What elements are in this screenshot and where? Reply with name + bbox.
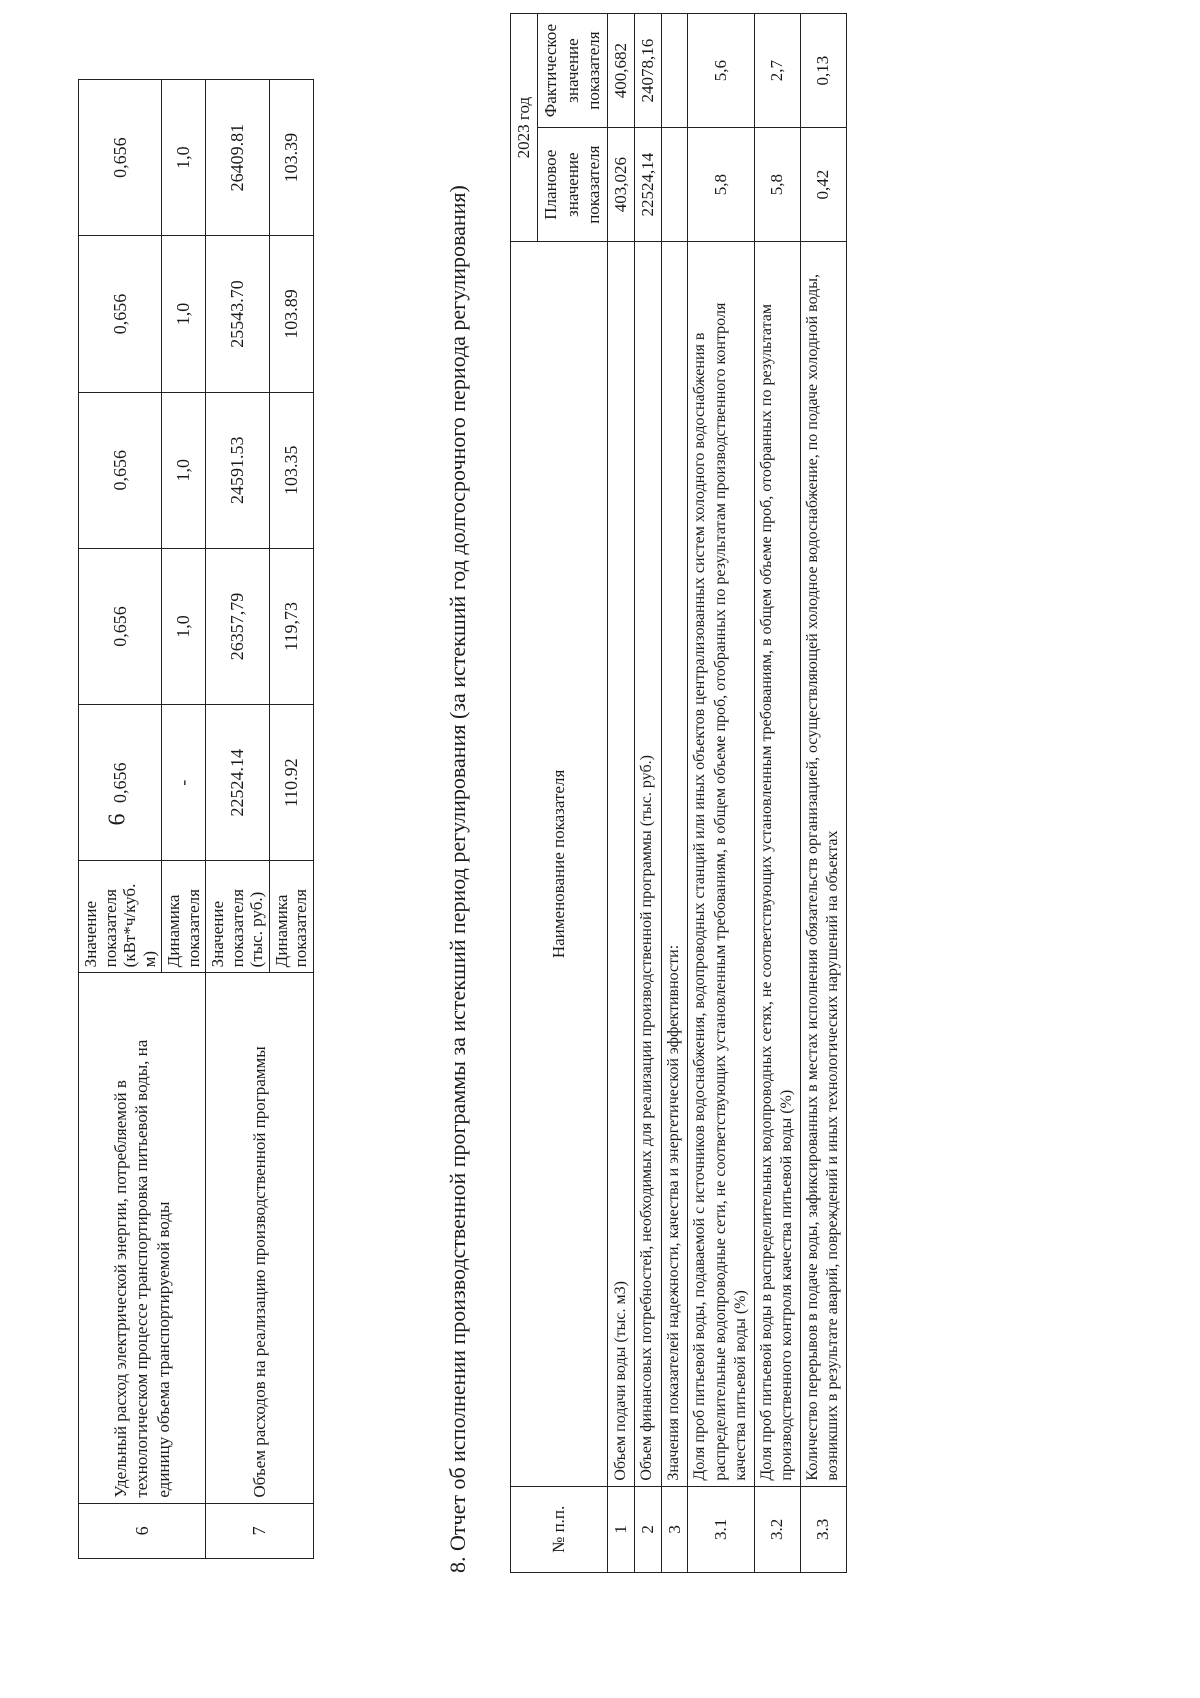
value-cell: 0,656 [79, 236, 162, 392]
indicator-name: Объем подачи воды (тыс. м3) [608, 242, 635, 1486]
fact-value: 5,6 [688, 14, 754, 128]
dynamics-cell: 103.39 [269, 80, 313, 236]
dynamics-cell: 103.35 [269, 392, 313, 548]
value-cell: 0,656 [79, 548, 162, 704]
plan-value: 5,8 [754, 128, 800, 242]
table-row [206, 80, 270, 1559]
value-cell: 0,656 [79, 392, 162, 548]
table-row [800, 14, 846, 1573]
plan-value [661, 128, 688, 242]
table-header-row [511, 14, 538, 1573]
header-name: Наименование показателя [511, 242, 608, 1486]
indicators-table [78, 79, 314, 1559]
plan-value: 5,8 [688, 128, 754, 242]
plan-value: 22524,14 [634, 128, 661, 242]
value-cell: 22524.14 [206, 705, 270, 861]
table-row [634, 14, 661, 1573]
row-number: 7 [206, 1503, 314, 1558]
row-number: 3.2 [754, 1486, 800, 1572]
dynamics-cell: 1,0 [162, 548, 206, 704]
row-number: 2 [634, 1486, 661, 1572]
table-row [79, 80, 162, 1559]
dynamics-cell: - [162, 705, 206, 861]
header-fact: Фактическое значение показателя [537, 14, 607, 128]
row-number: 6 [79, 1503, 206, 1558]
plan-value: 0,42 [800, 128, 846, 242]
dynamics-cell: 103.89 [269, 236, 313, 392]
page-number: 6 [104, 813, 131, 826]
value-cell: 26357,79 [206, 548, 270, 704]
indicator-name: Доля проб питьевой воды, подаваемой с источников водоснабжения, водопроводных станций или иных объектов централизованных систем холодного водоснабжения в распределительные водопроводные сети, не соответствующих установленным требованиям, в общем объеме проб, отобранных по результатам производственного контроля качества питьевой воды (%) [688, 242, 754, 1486]
row-number: 3.3 [800, 1486, 846, 1572]
header-year: 2023 год [511, 14, 538, 242]
indicator-name: Объем финансовых потребностей, необходимых для реализации производственной программы (тыс. руб.) [634, 242, 661, 1486]
header-plan: Плановое значение показателя [537, 128, 607, 242]
value-label: Значение показателя (кВт*ч/куб. м) [79, 861, 162, 973]
row-number: 3 [661, 1486, 688, 1572]
value-label: Значение показателя (тыс. руб.) [206, 861, 270, 973]
table-row [688, 14, 754, 1573]
value-cell: 25543.70 [206, 236, 270, 392]
indicator-name: Количество перерывов в подаче воды, зафиксированных в местах исполнения обязательств организацией, осуществляющей холодное водоснабжение, по подаче холодной воды, возникших в результате аварий, повреждений и иных технологических нарушений на объектах [800, 242, 846, 1486]
rotated-page-content [50, 23, 1150, 1649]
dynamics-cell: 119,73 [269, 548, 313, 704]
indicator-name: Удельный расход электрической энергии, потребляемой в технологическом процессе транспортировка питьевой воды, на единицу объема транспортируемой воды [79, 973, 206, 1503]
value-cell: 0,656 [79, 80, 162, 236]
value-cell: 24591.53 [206, 392, 270, 548]
value-cell: 26409.81 [206, 80, 270, 236]
row-number: 3.1 [688, 1486, 754, 1572]
row-number: 1 [608, 1486, 635, 1572]
dynamics-label: Динамика показателя [269, 861, 313, 973]
dynamics-cell: 110.92 [269, 705, 313, 861]
table-row [608, 14, 635, 1573]
program-report-table [510, 13, 847, 1573]
section-title: 8. Отчет об исполнении производственной программы за истекший период регулирования (за истекший год долгосрочного периода регулирования) [445, 185, 470, 1573]
indicator-name: Объем расходов на реализацию производственной программы [206, 973, 314, 1503]
indicator-name: Доля проб питьевой воды в распределительных водопроводных сетях, не соответствующих установленным требованиям, в общем объеме проб, отобранных по результатам производственного контроля качества питьевой воды (%) [754, 242, 800, 1486]
dynamics-label: Динамика показателя [162, 861, 206, 973]
dynamics-cell: 1,0 [162, 80, 206, 236]
value-cell: 0,656 [79, 705, 162, 861]
dynamics-cell: 1,0 [162, 236, 206, 392]
fact-value: 24078,16 [634, 14, 661, 128]
dynamics-cell: 1,0 [162, 392, 206, 548]
table-row [661, 14, 688, 1573]
header-num: № п.п. [511, 1486, 608, 1572]
indicator-name: Значения показателей надежности, качества и энергетической эффективности: [661, 242, 688, 1486]
table-row [754, 14, 800, 1573]
fact-value: 0,13 [800, 14, 846, 128]
fact-value: 2,7 [754, 14, 800, 128]
fact-value [661, 14, 688, 128]
fact-value: 400,682 [608, 14, 635, 128]
plan-value: 403,026 [608, 128, 635, 242]
